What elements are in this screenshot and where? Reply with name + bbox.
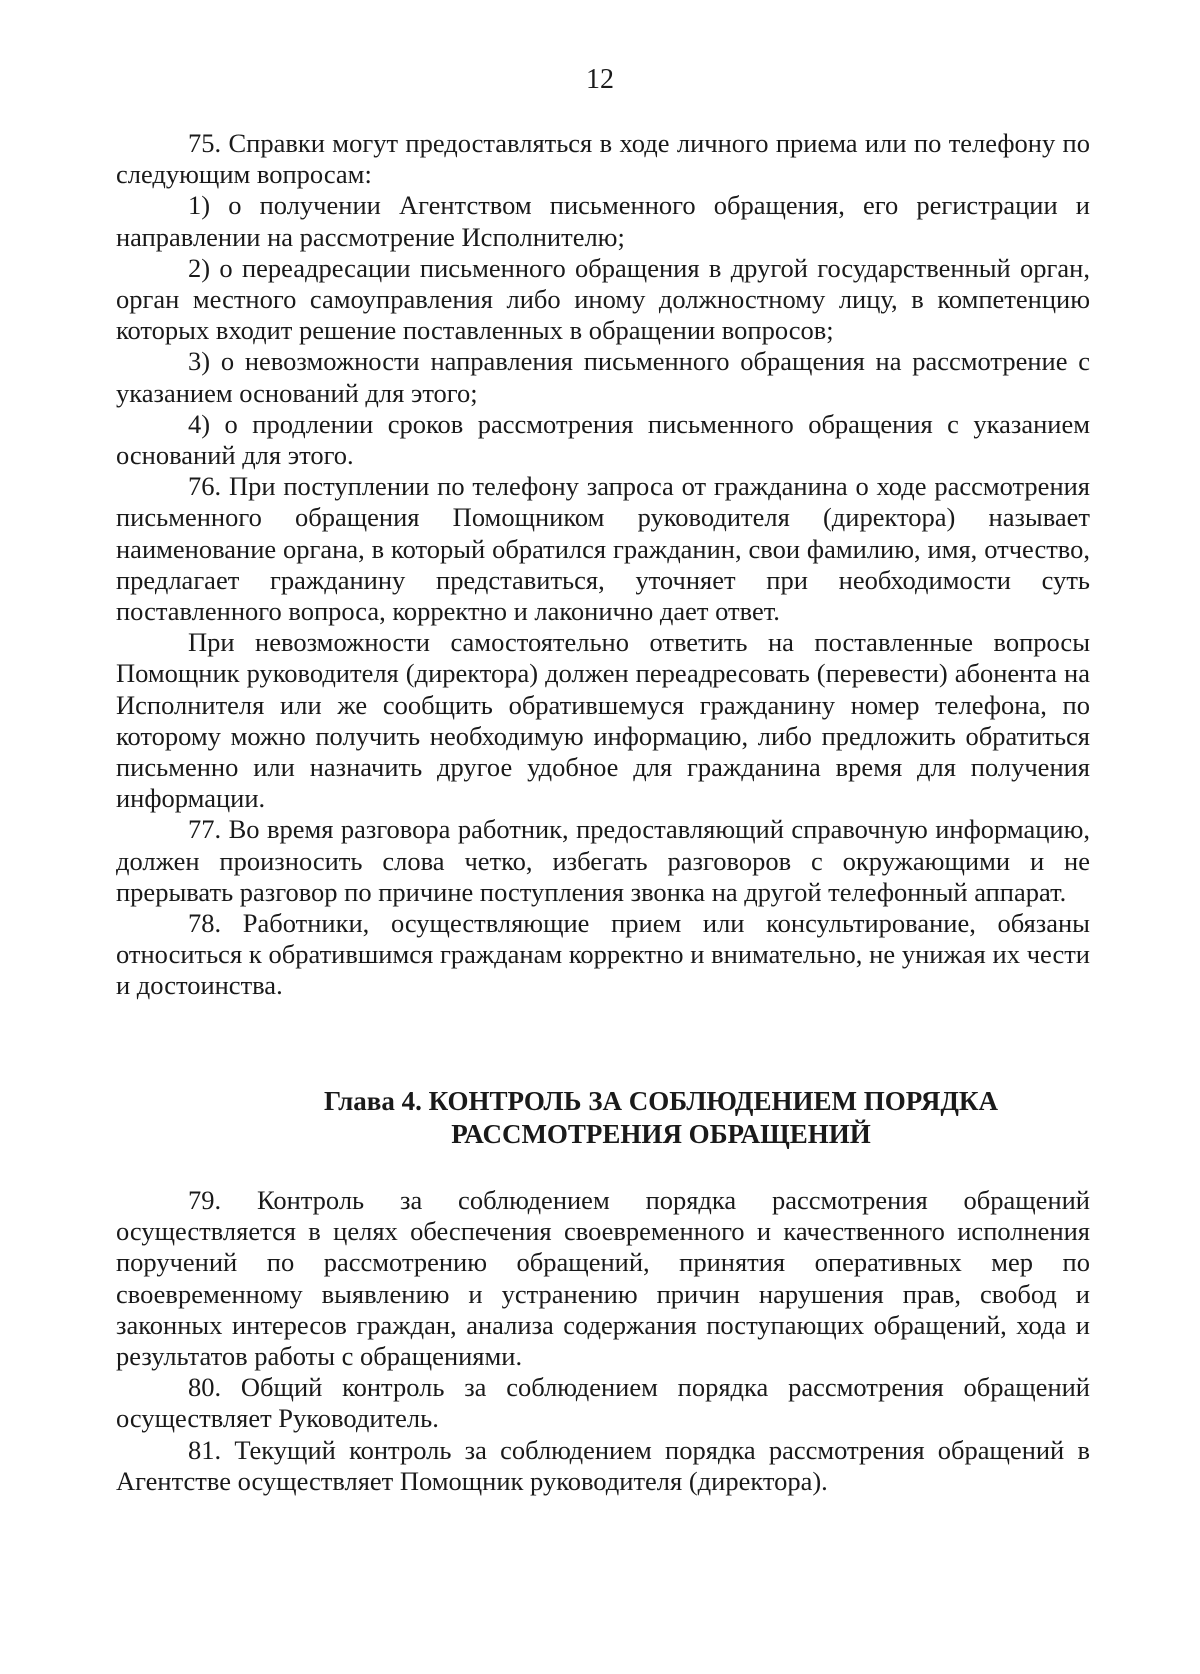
paragraph-78: 78. Работники, осуществляющие прием или консультирование, обязаны относиться к обратившимся гражданам корректно и внимательно, не унижая их чести и достоинства.: [116, 908, 1090, 1001]
paragraph-76: 76. При поступлении по телефону запроса от гражданина о ходе рассмотрения письменного обращения Помощником руководителя (директора) называет наименование органа, в который обратился гражданин, свои фамилию, имя, отчество, предлагает гражданину представиться, уточняет при необходимости суть поставленного вопроса, корректно и лаконично дает ответ.: [116, 471, 1090, 627]
chapter-heading-line-1: Глава 4. КОНТРОЛЬ ЗА СОБЛЮДЕНИЕМ ПОРЯДКА: [323, 1086, 999, 1116]
page-number: 12: [586, 64, 614, 95]
paragraph-80: 80. Общий контроль за соблюдением порядка рассмотрения обращений осуществляет Руководитель.: [116, 1372, 1090, 1434]
list-item-4: 4) о продлении сроков рассмотрения письменного обращения с указанием оснований для этого.: [116, 408, 1090, 471]
paragraph-81: 81. Текущий контроль за соблюдением порядка рассмотрения обращений в Агентстве осуществляет Помощник руководителя (директора).: [116, 1434, 1090, 1496]
paragraph-76-continued: При невозможности самостоятельно ответить на поставленные вопросы Помощник руководителя (директора) должен переадресовать (перевести) абонента на Исполнителя или же сообщить обратившемуся гражданину номер телефона, по которому можно получить необходимую информацию, либо предложить обратиться письменно или назначить другое удобное для гражданина время для получения информации.: [116, 627, 1090, 814]
paragraph-75: 75. Справки могут предоставляться в ходе личного приема или по телефону по следующим вопросам:: [116, 128, 1090, 190]
chapter-heading-line-2: РАССМОТРЕНИЯ ОБРАЩЕНИЙ: [451, 1119, 871, 1149]
body-text-top: [116, 128, 1090, 1002]
list-item-3: 3) о невозможности направления письменного обращения на рассмотрение с указанием оснований для этого;: [116, 346, 1090, 408]
list-item-1: 1) о получении Агентством письменного обращения, его регистрации и направлении на рассмотрение Исполнителю;: [116, 190, 1090, 252]
paragraph-77: 77. Во время разговора работник, предоставляющий справочную информацию, должен произносить слова четко, избегать разговоров с окружающими и не прерывать разговор по причине поступления звонка на другой телефонный аппарат.: [116, 814, 1090, 907]
chapter-heading: [116, 1085, 1200, 1151]
list-item-2: 2) о переадресации письменного обращения в другой государственный орган, орган местного самоуправления либо иному должностному лицу, в компетенцию которых входит решение поставленных в обращении вопросов;: [116, 252, 1090, 346]
body-text-bottom: [116, 1185, 1090, 1497]
paragraph-79: 79. Контроль за соблюдением порядка рассмотрения обращений осуществляется в целях обеспечения своевременного и качественного исполнения поручений по рассмотрению обращений, принятия оперативных мер по своевременному выявлению и устранению причин нарушения прав, свобод и законных интересов граждан, анализа содержания поступающих обращений, хода и результатов работы с обращениями.: [116, 1185, 1090, 1372]
